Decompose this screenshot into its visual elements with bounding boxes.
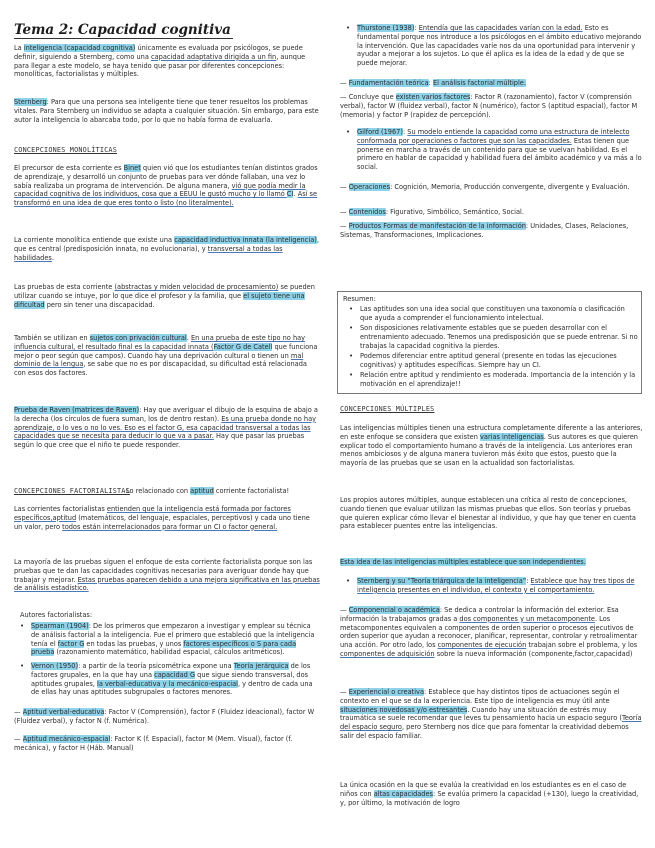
triarquica-experiencial: — Experiencial o creativa: Establece que hay distintos tipos de actuaciones según el contexto en el que se da la experiencia. Este tipo de inteligencia es muy útil ante situaciones novedosas y/o estresantes. Cuando hay una situación de estrés muy traumática se suele recomendar que leves tu pensamiento hacia un espacio seguro (Teoría del espacio seguro, pero Sternberg nos dice que para fomentar la creatividad debemos salir del espacio familiar.	[340, 688, 642, 740]
multiples-paragraph-2: Los propios autores múltiples, aunque establecen una crítica al resto de concepciones, cuando tienen que evaluar utilizan las mismas pruebas que ellos. Son teorías y pruebas que quieren explicar cómo llevar el bienestar al individuo, y que hay que tener en cuenta para establecer puentes entre las inteligencias.	[340, 496, 636, 531]
guilford-item: • Gilford (1967): Su modelo entiende la capacidad como una estructura de intelecto conformada por operaciones o factores que son las capacidades. Estas tienen que ponerse en marcha a través de un contenido para que se vuelvan habilidad. Es el primero en hablar de capacidad y habilidad fuera del ámbito académico y va más a lo social.	[357, 128, 644, 172]
factorialistas-paragraph-1: Las corrientes factorialistas entienden que la inteligencia está formada por factores específicos,aptitud (matemáticos, del lenguaje, espaciales, perceptivos) y cada uno tiene un valor, pero todos están interrelacionados para formar un CI o factor general.	[14, 505, 310, 531]
resumen-item: • Son disposiciones relativamente estables que se pueden desarrollar con el entrenamiento adecuado. Tenemos una predisposición que se puede entrenar. Si no trabajas la capacidad cognitiva la pierdes.	[360, 324, 638, 350]
monoliticas-paragraph-4: También se utilizan en sujetos con privación cultural. En una prueba de este tipo no hay influencia cultural, el resultado final es la capacidad innata (Factor G de Catell que funciona mejor o peor según que campos). Cuando hay una deprivación cultural o tienen un mal dominio de la lengua, se sabe que no es por discapacidad, su dificultad está relacionada con esos dos factores.	[14, 334, 318, 378]
guilford-operaciones: — Operaciones: Cognición, Memoria, Producción convergente, divergente y Evaluación.	[340, 183, 630, 191]
monoliticas-paragraph-1: El precursor de esta corriente es Binet quien vió que los estudiantes tenían distintos grados de aprendizaje, y desarrolló un conjunto de pruebas para ver dónde fallaban, una vez lo sabía realizaba un programa de intervención. De alguna manera, vió que podía medir la capacidad cognitiva de los individuos, cosa que a EEUU le gustó mucho y lo llamó CI. Así se transformó en una idea de que eres tonto o listo (no literalmente).	[14, 164, 318, 208]
factorialistas-note: Lo relacionado con aptitud corriente factorialista!	[126, 487, 290, 495]
monoliticas-paragraph-3: Las pruebas de esta corriente (abstractas y miden velocidad de procesamiento) se pueden utilizar cuando se intuye, por lo que dice el profesor y la familia, que el sujeto tiene una dificultad pero sin tener una discapacidad.	[14, 283, 315, 309]
triarquica-item: • Sternberg y su “Teoría triárquica de la inteligencia”: Establece que hay tres tipos de inteligencia presentes en el individuo, el contexto y el comportamiento.	[357, 577, 644, 595]
thurstone-item: • Thurstone (1938): Entendía que las capacidades varían con la edad. Esto es fundamental porque nos introduce a los psicólogos en el ámbito educativo mejorando la intervención. Que las capacidades varíe nos da una oportunidad para intervenir y ayudar a mejorar a los sujetos. Lo que él aplica es la idea de la edad y de que se puede mejorar.	[357, 24, 644, 68]
multiples-paragraph-1: Las inteligencias múltiples tienen una estructura completamente diferente a las anteriores, en este enfoque se considera que existen varias inteligencias. Sus autores es que quieren explicar todo el comportamiento humano a través de la inteligencia. Los anteriores eran menos ambiciosos y de alguna manera tuvieron más éxito que estos, puesto que la mayoría de las pruebas que se usan en la actualidad son factorialistas.	[340, 424, 643, 468]
resumen-box	[337, 291, 642, 394]
raven-paragraph: Prueba de Raven (matrices de Raven): Hay que averiguar el dibujo de la esquina de abajo a la derecha (los círculos de fuera suman, los de dentro restan). Es una prueba donde no hay aprendizaje, o lo ves o no lo ves. Eso es el factor G, esa capacidad transversal a todas las capacidades que se necesita para deducir lo que va a pasar. Hay que pasar las pruebas según lo que cree que el niño te puede responder.	[14, 406, 318, 450]
final-paragraph: La única ocasión en la que se evalúa la creatividad en los estudiantes es en el caso de niños con altas capacidades: Se evalúa primero la capacidad (+130), luego la creatividad, y, por último, la motivación de logro	[340, 781, 639, 807]
resumen-item: • Podemos diferenciar entre aptitud general (presente en todas las ejecuciones cognitivas) y aptitudes específicas. Siempre hay un CI.	[360, 352, 638, 370]
heading-multiples: CONCEPCIONES MÚLTIPLES	[340, 405, 435, 413]
thurstone-factores: — Concluye que existen varios factores: Factor R (razonamiento), factor V (comprensión verbal), factor W (fluidez verbal), factor N (numérico), factor S (aptitud espacial), factor M (memoria) y factor P (rapidez de percepción).	[340, 93, 638, 119]
heading-monoliticas: CONCEPCIONES MONOLÍTICAS	[14, 146, 118, 154]
vernon-item: • Vernon (1950): a partir de la teoría psicométrica expone una Teoría jerárquica de los factores grupales, en la que hay una capacidad G que sigue siendo transversal, dos aptitudes grupales, la verbal-educativa y la mecánico-espacial, y dentro de cada una de ellas hay unas aptitudes subgrupales o factores menores.	[31, 662, 320, 697]
multiples-paragraph-3: Esta idea de las inteligencias múltiples establece que son independientes.	[340, 558, 586, 566]
heading-factorialistas: CONCEPCIONES FACTORIALISTAS	[14, 487, 130, 495]
thurstone-fundamentacion: — Fundamentación teórica: El análisis factorial múltiple.	[340, 79, 526, 87]
intro-paragraph: La inteligencia (capacidad cognitiva) únicamente es evaluada por psicólogos, se puede definir, siguiendo a Sternberg, como una capacidad adaptativa dirigida a un fin, aunque para llegar a este modelo, se haya tenido que pasar por diferentes concepciones: monolíticas, factorialistas y múltiples.	[14, 44, 306, 79]
vernon-verbal-educativa: — Aptitud verbal-educativa: Factor V (Comprensión), factor F (Fluidez ideacional), factor W (Fluidez verbal), y factor N (f. Numérica).	[14, 708, 315, 725]
factorialistas-paragraph-2: La mayoría de las pruebas siguen el enfoque de esta corriente factorialista porque son las pruebas que te dan las capacidades cognitivas necesarias para averiguar donde hay que trabajar y mejorar. Estas pruebas aparecen debido a una mejora significativa en las pruebas de análisis estadístico.	[14, 558, 320, 593]
resumen-label: Resumen:	[343, 295, 376, 303]
resumen-item: • Las aptitudes son una idea social que constituyen una taxonomía o clasificación que ayuda a comprender el funcionamiento intelectual.	[360, 305, 638, 323]
autores-label: Autores factorialistas:	[20, 611, 93, 619]
triarquica-componencial: — Componencial o académica: Se dedica a controlar la información del exterior. Esa información la trabajamos gradas a dos componentes y un metacomponente. Los metacomponentes equivalen a componentes de orden superior o procesos ejecutivos de orden superior que ayudan a reconocer, planificar, representar, controlar y retroalimentar una acción. Por otro lado, los componentes de ejecución trabajan sobre el problema, y los componentes de adquisición sobre la nueva información (componente,factor,capacidad)	[340, 606, 638, 658]
page-title: Tema 2: Capacidad cognitiva	[14, 22, 231, 38]
guilford-contenidos: — Contenidos: Figurativo, Simbólico, Semántico, Social.	[340, 208, 524, 216]
guilford-productos: — Productos Formas de manifestación de la información: Unidades, Clases, Relaciones, Sistemas, Transformaciones, Implicaciones.	[340, 222, 629, 239]
monoliticas-paragraph-2: La corriente monolítica entiende que existe una capacidad inductiva innata (la inteligencia), que es central (predisposición innata, no evolucionaria), y transversal a todas las habilidades.	[14, 236, 319, 262]
sternberg-paragraph: Sternberg: Para que una persona sea inteligente tiene que tener resueltos los problemas vitales. Para Sternberg un individuo se adapta a cualquier situación. Sin embargo, para este autor la inteligencia lo abarcaba todo, por lo que no había forma de evaluarla.	[14, 98, 319, 124]
spearman-item: • Spearman (1904): De los primeros que empezaron a investigar y emplear su técnica de análisis factorial a la inteligencia. Fue el primero que estableció que la inteligencia tenía el factor G en todas las pruebas, y unos factores específicos o S para cada prueba (razonamiento matemático, habilidad espacial, cálculos aritméticos).	[31, 622, 320, 657]
vernon-mecanico-espacial: — Aptitud mecánico-espacial: Factor K (f. Espacial), factor M (Mem. Visual), factor (f. mecánica), y factor H (Háb. Manual)	[14, 735, 293, 752]
resumen-item: • Relación entre aptitud y rendimiento es moderada. Importancia de la intención y la motivación en el aprendizaje!!	[360, 371, 638, 389]
